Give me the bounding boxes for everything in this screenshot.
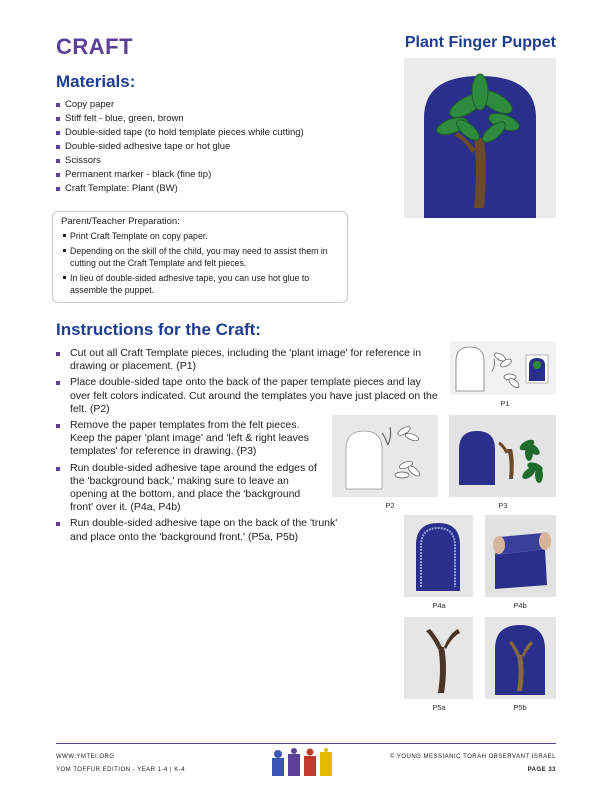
step-photo-p2 xyxy=(332,415,438,497)
preparation-box xyxy=(52,211,348,303)
step-photo-p4b xyxy=(485,515,556,597)
caption-p2: P2 xyxy=(385,501,395,510)
list-item: Run double-sided adhesive tape on the back of the 'trunk' and place onto the 'background front.' (P5a, P5b) xyxy=(56,517,355,543)
caption-p4b: P4b xyxy=(513,601,527,610)
logo xyxy=(270,748,344,778)
list-item: Copy paper xyxy=(56,98,304,112)
step-photo-p1 xyxy=(450,341,556,395)
list-item: Depending on the skill of the child, you may need to assist them in cutting out the Craft Template and felt pieces. xyxy=(61,245,340,269)
list-item: Craft Template: Plant (BW) xyxy=(56,182,304,196)
preparation-list xyxy=(61,230,339,296)
footer-edition xyxy=(56,767,185,773)
list-item: Double-sided tape (to hold template pieces while cutting) xyxy=(56,126,304,140)
footer-page-number: PAGE 33 xyxy=(527,767,556,773)
footer-edition-label: YOM TOFFUR EDITION - YEAR 1-4 xyxy=(56,767,168,773)
step-photo-p3 xyxy=(449,415,556,497)
project-title: Plant Finger Puppet xyxy=(404,34,556,51)
caption-p5b: P5b xyxy=(513,703,527,712)
caption-p3: P3 xyxy=(498,501,508,510)
list-item: Stiff felt - blue, green, brown xyxy=(56,112,304,126)
footer-copyright: © YOUNG MESSIANIC TORAH OBSERVANT ISRAEL xyxy=(389,754,556,760)
materials-heading: Materials: xyxy=(56,72,136,91)
footer-separator: | xyxy=(170,767,175,773)
caption-p4a: P4a xyxy=(432,601,446,610)
step-photo-p5b xyxy=(485,617,556,699)
list-item: Remove the paper templates from the felt pieces. Keep the paper 'plant image' and 'left & right leaves templates' for reference in drawing. (P3) xyxy=(56,419,325,459)
preparation-title: Parent/Teacher Preparation: xyxy=(61,216,180,227)
footer-grade: K-4 xyxy=(174,767,186,773)
list-item: Cut out all Craft Template pieces, including the 'plant image' for reference in drawing or placement. (P1) xyxy=(56,347,432,373)
caption-p1: P1 xyxy=(500,399,510,408)
instructions-heading: Instructions for the Craft: xyxy=(56,320,261,339)
list-item: Permanent marker - black (fine tip) xyxy=(56,168,304,182)
list-item: Double-sided adhesive tape or hot glue xyxy=(56,140,304,154)
step-photo-p5a xyxy=(404,617,473,699)
finished-puppet-photo xyxy=(404,58,556,218)
section-title: CRAFT xyxy=(56,34,134,59)
list-item: Place double-sided tape onto the back of the paper template pieces and lay over felt colors indicated. Cut around the templates you have just placed on the felt. (P2) xyxy=(56,376,442,416)
list-item: Run double-sided adhesive tape around the edges of the 'background back,' making sure to leave an opening at the bottom, and place the 'background front' over it. (P4a, P4b) xyxy=(56,462,325,515)
step-photo-p4a xyxy=(404,515,473,597)
caption-p5a: P5a xyxy=(432,703,446,712)
list-item: In lieu of double-sided adhesive tape, you can use hot glue to assemble the puppet. xyxy=(61,272,310,296)
materials-list xyxy=(56,98,304,196)
footer-divider xyxy=(56,743,556,744)
list-item: Scissors xyxy=(56,154,304,168)
footer-website: WWW.YMTEI.ORG xyxy=(56,754,115,760)
list-item: Print Craft Template on copy paper. xyxy=(61,230,339,242)
